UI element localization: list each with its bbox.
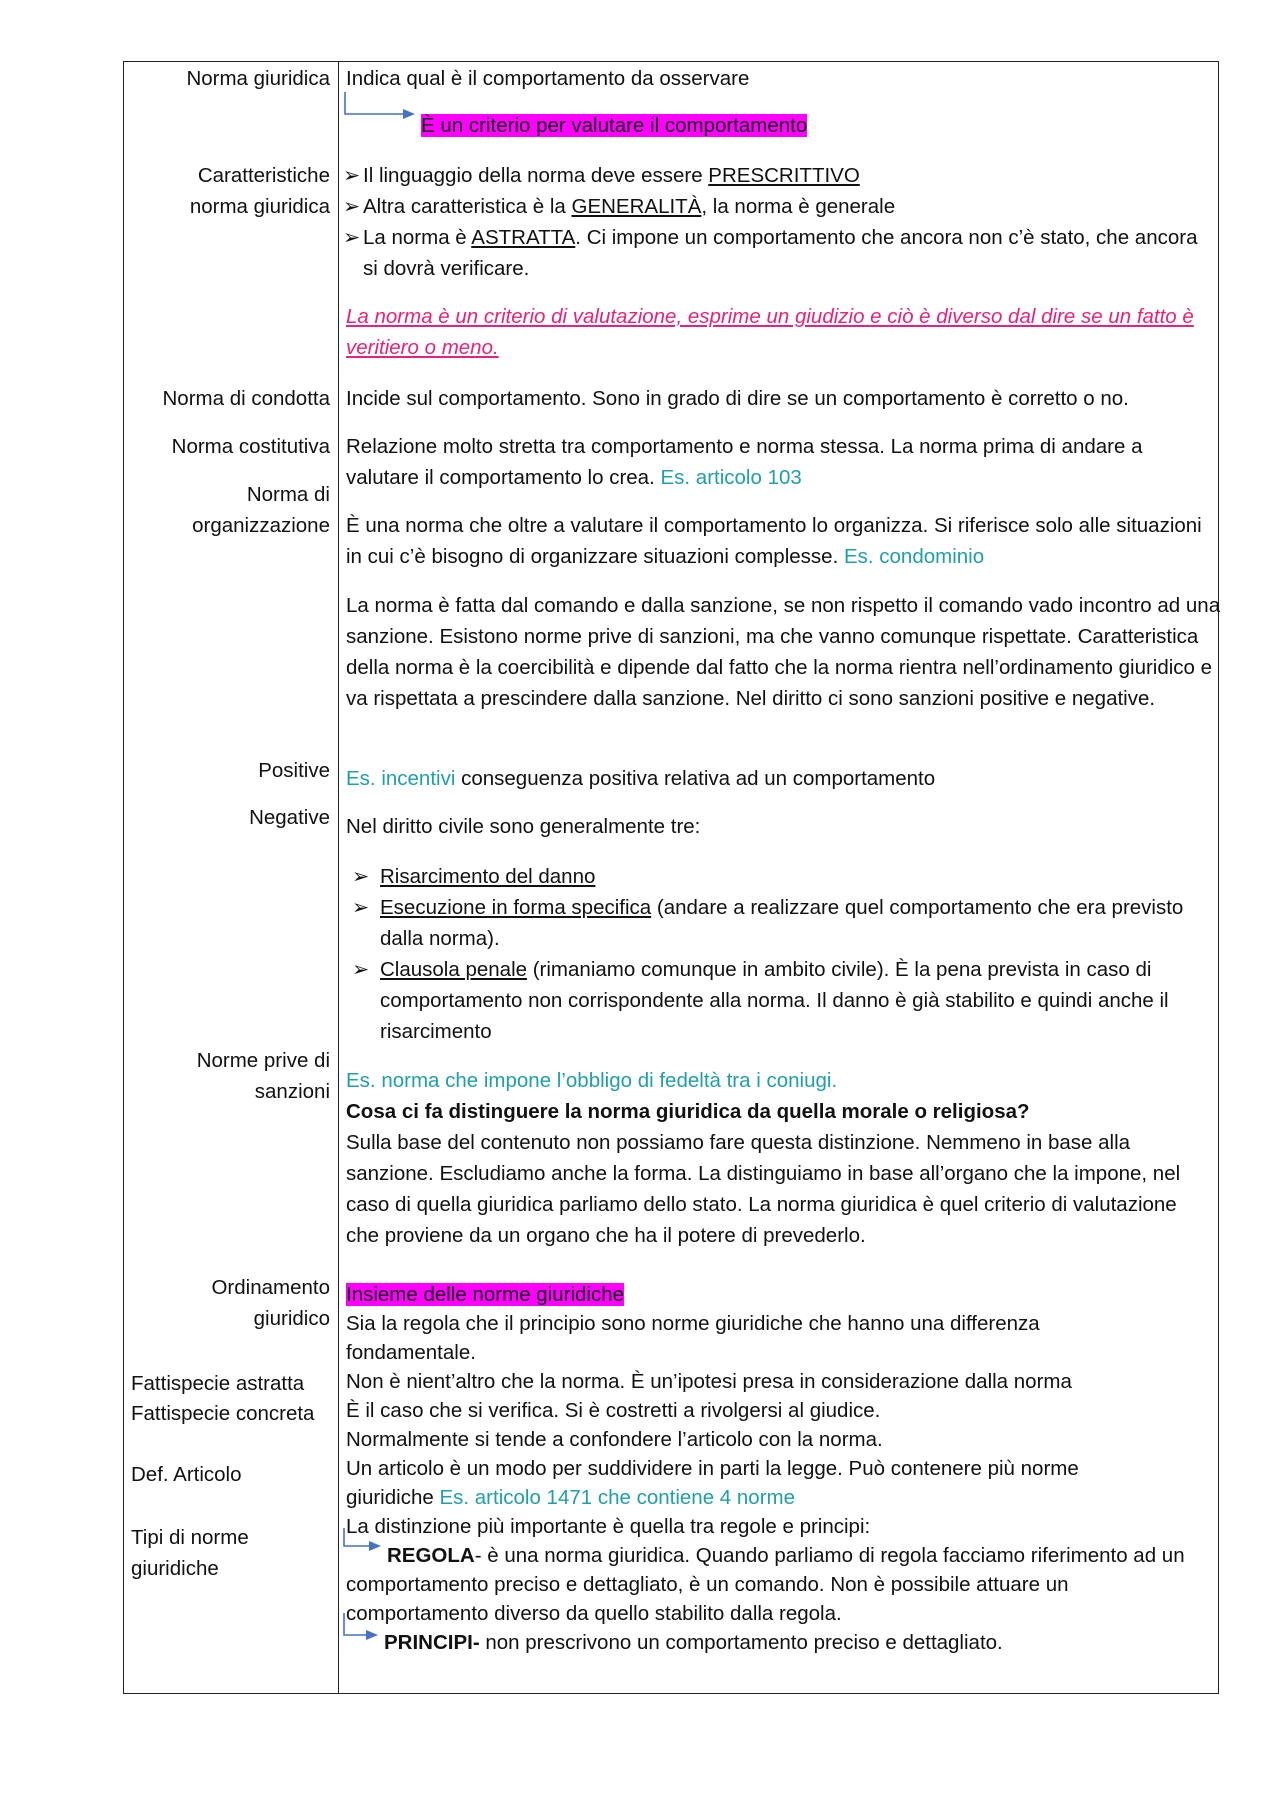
organizzazione-text: È una norma che oltre a valutare il comportamento lo organizza. Si riferisce solo alle situazioni in cui c’è bisogno di organizzare situazioni complesse. Es. condominio	[346, 514, 1202, 568]
label-norma-costitutiva: Norma costitutiva	[171, 435, 330, 458]
costitutiva-text: Relazione molto stretta tra comportamento e norma stessa. La norma prima di andare a valutare il comportamento lo crea. Es. articolo 103	[346, 435, 1143, 489]
bullet-arrow-icon: ➢	[352, 958, 370, 981]
bullet-prescrittivo: ➢ Il linguaggio della norma deve essere PRESCRITTIVO	[343, 160, 1233, 191]
label-ordinamento-2: giuridico	[253, 1307, 330, 1330]
sanzione-paragraph: La norma è fatta dal comando e dalla sanzione, se non rispetto il comando vado incontro ad una sanzione. Esistono norme prive di sanzioni, ma che vanno comunque rispettate. Caratteristica della norma è la coercibilità e dipende dal fatto che la norma rientra nell’ordinamento giuridico e va rispettata a prescindere dalla sanzione. Nel diritto ci sono sanzioni positive e negative.	[346, 594, 1221, 710]
positive-text: Es. incentivi conseguenza positiva relativa ad un comportamento	[346, 767, 936, 790]
bullet-astratta: ➢ La norma è ASTRATTA. Ci impone un comportamento che ancora non c’è stato, che ancora si dovrà verificare.	[343, 222, 1213, 284]
regola-text: REGOLA- è una norma giuridica. Quando parliamo di regola facciamo riferimento ad un comportamento preciso e dettagliato, è un comando. Non è possibile attuare un comportamento diverso da quello stabilito dalla regola.	[346, 1544, 1185, 1625]
risposta-text: Sulla base del contenuto non possiamo fare questa distinzione. Nemmeno in base alla sanzione. Escludiamo anche la forma. La distinguiamo in base all’organo che la impone, nel caso di quella giuridica parliamo dello stato. La norma giuridica è quel criterio di valutazione che proviene da un organo che ha il potere di prevederlo.	[346, 1131, 1181, 1247]
prive-example: Es. norma che impone l’obbligo di fedeltà tra i coniugi.	[346, 1069, 838, 1092]
ordinamento-text-1: Sia la regola che il principio sono norme giuridiche che hanno una differenza fondamentale.	[346, 1312, 1040, 1364]
label-tipi-norme-2: giuridiche	[131, 1557, 219, 1580]
condotta-text: Incide sul comportamento. Sono in grado di dire se un comportamento è corretto o no.	[346, 387, 1129, 410]
negative-text: Nel diritto civile sono generalmente tre:	[346, 815, 701, 838]
bullet-arrow-icon: ➢	[352, 865, 370, 888]
norma-definition: Indica qual è il comportamento da osservare	[346, 67, 750, 90]
label-fattispecie-astratta: Fattispecie astratta	[131, 1372, 305, 1395]
label-ordinamento: Ordinamento	[211, 1276, 330, 1299]
bullet-arrow-icon: ➢	[352, 896, 370, 919]
ordinamento-highlight: Insieme delle norme giuridiche	[346, 1283, 625, 1306]
label-norma-organizzazione-2: organizzazione	[192, 514, 330, 537]
bullet-arrow-icon: ➢	[343, 164, 361, 187]
principi-text: PRINCIPI- non prescrivono un comportamento preciso e dettagliato.	[384, 1631, 1003, 1654]
fattispecie-astratta-text: Non è nient’altro che la norma. È un’ipotesi presa in considerazione dalla norma	[346, 1370, 1072, 1393]
label-norme-prive: Norme prive di	[196, 1049, 330, 1072]
bullet-arrow-icon: ➢	[343, 195, 361, 218]
bullet-clausola: ➢ Clausola penale (rimaniamo comunque in ambito civile). È la pena prevista in caso di comportamento non corrispondente alla norma. Il danno è già stabilito e quindi anche il risarcimento	[352, 954, 1220, 1047]
label-norma-organizzazione: Norma di	[246, 483, 330, 506]
distinzione-text: La distinzione più importante è quella tra regole e principi:	[346, 1515, 871, 1538]
pink-note: La norma è un criterio di valutazione, esprime un giudizio e ciò è diverso dal dire se un fatto è veritiero o meno.	[346, 305, 1194, 359]
label-fattispecie-concreta: Fattispecie concreta	[131, 1402, 315, 1425]
bullet-generalita: ➢ Altra caratteristica è la GENERALITÀ, la norma è generale	[343, 191, 1233, 222]
label-caratteristiche: Caratteristiche	[197, 164, 330, 187]
criterio-highlight: È un criterio per valutare il comportamento	[421, 114, 808, 137]
label-caratteristiche-2: norma giuridica	[189, 195, 330, 218]
articolo-def-text: Un articolo è un modo per suddividere in parti la legge. Può contenere più norme giuridiche Es. articolo 1471 che contiene 4 norme	[346, 1457, 1079, 1509]
label-norma-giuridica: Norma giuridica	[186, 67, 330, 90]
arrow-icon	[341, 1611, 386, 1643]
articolo-note: Normalmente si tende a confondere l’articolo con la norma.	[346, 1428, 883, 1451]
fattispecie-concreta-text: È il caso che si verifica. Si è costretti a rivolgersi al giudice.	[346, 1399, 881, 1422]
column-divider	[338, 61, 339, 1694]
label-negative: Negative	[249, 806, 330, 829]
bullet-esecuzione: ➢ Esecuzione in forma specifica (andare a realizzare quel comportamento che era previsto dalla norma).	[352, 892, 1200, 954]
bullet-arrow-icon: ➢	[343, 226, 361, 249]
label-def-articolo: Def. Articolo	[131, 1463, 242, 1486]
label-norme-prive-2: sanzioni	[254, 1080, 330, 1103]
label-norma-condotta: Norma di condotta	[162, 387, 330, 410]
label-positive: Positive	[258, 759, 330, 782]
domanda-text: Cosa ci fa distinguere la norma giuridica da quella morale o religiosa?	[346, 1100, 1030, 1123]
arrow-icon	[341, 90, 421, 130]
bullet-risarcimento: ➢ Risarcimento del danno	[352, 861, 1235, 892]
label-tipi-norme: Tipi di norme	[131, 1526, 249, 1549]
